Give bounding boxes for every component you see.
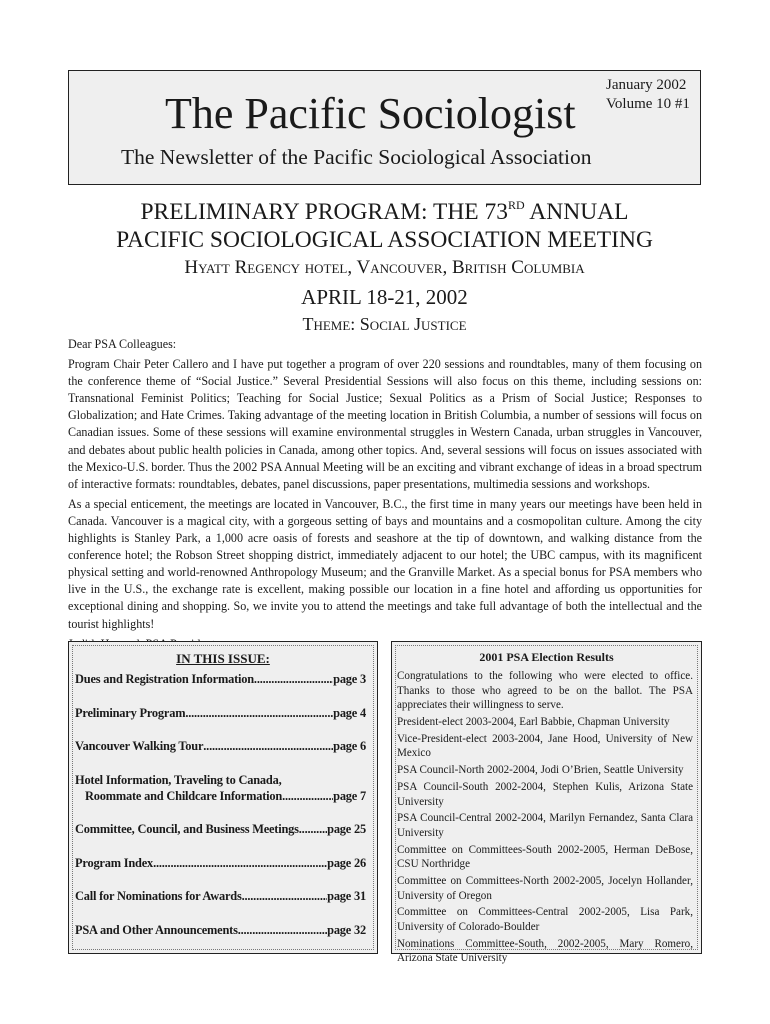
toc-page: page 32 (327, 922, 366, 937)
election-result: Committee on Committees-Central 2002-2005, Lisa Park, University of Colorado-Boulder (397, 906, 693, 933)
election-title: 2001 PSA Election Results (479, 650, 614, 664)
toc-item[interactable]: PSA and Other Announcements ..... page 32 (75, 922, 366, 938)
election-result: Nominations Committee-South, 2002-2005, Mary Romero, Arizona State University (397, 937, 693, 965)
headline-line-2: PACIFIC SOCIOLOGICAL ASSOCIATION MEETING (116, 227, 653, 253)
newsletter-subtitle: The Newsletter of the Pacific Sociological Association (121, 145, 592, 169)
election-body (397, 669, 693, 968)
toc-item[interactable]: Dues and Registration Information ..... page 3 (75, 671, 366, 687)
issue-volume: Volume 10 #1 (606, 96, 690, 112)
toc-item[interactable]: Preliminary Program ..... page 4 (75, 705, 366, 721)
toc-item-line-1[interactable]: Hotel Information, Traveling to Canada, (75, 772, 282, 787)
letter-paragraph-1: Program Chair Peter Callero and I have put together a program of over 220 sessions and roundtables, many of them focusing on the conference theme of “Social Justice.” Several Presidential Sessions will also focus on this theme, including sessions on: Transnational Feminist Politics; Teaching for Social Justice; Sexual Politics as a Prism of Social Justice; Responses to Globalization; and Hate Crimes. Taking advantage of the meeting location in British Columbia, a number of sessions will focus on Canadian issues. Some of these sessions will examine environmental struggles in Western Canada, urban struggles in Vancouver, and debates about public health policies in Canada, among other topics. And, several sessions will focus on issues associated with the Mexico-U.S. border. Thus the 2002 PSA Annual Meeting will be an exciting and vibrant exchange of ideas in a broad spectrum of interactive formats: roundtables, debates, panel discussions, paper presentations, multimedia sessions and workshops. (68, 357, 702, 491)
letter-salutation: Dear PSA Colleagues: (68, 337, 177, 351)
election-result: Vice-President-elect 2003-2004, Jane Hood, University of New Mexico (397, 732, 693, 760)
election-result: PSA Council-South 2002-2004, Stephen Kulis, Arizona State University (397, 780, 693, 808)
letter-paragraph-2: As a special enticement, the meetings are located in Vancouver, B.C., the first time in many years our meetings have been held in Canada. Vancouver is a magical city, with a gorgeous setting of bays and mountains and a cosmopolitan culture. Among the city highlights is Stanley Park, a 1,000 acre oasis of forests and seashore at the tip of downtown, and walking distance from the conference hotel; the Robson Street shopping district, immediately adjacent to our hotel; the UBC campus, with its magnificent physical setting and world-renowned Anthropology Museum; and the Granville Market. As a special bonus for PSA members who live in the U.S., the exchange rate is excellent, making possible our location in a fine hotel and affording us opportunities for exceptional dining and shopping. So, we invite you to attend the meetings and take full advantage of both the intellectual and the tourist highlights! (68, 496, 702, 631)
toc-page: page 26 (327, 855, 366, 870)
in-this-issue-box (68, 641, 378, 954)
election-result: Committee on Committees-South 2002-2005, Herman DeBose, CSU Northridge (397, 843, 693, 871)
toc-page: page 4 (333, 705, 366, 720)
toc-item[interactable]: Call for Nominations for Awards ..... page 31 (75, 888, 366, 904)
toc-list (75, 671, 366, 955)
newsletter-title: The Pacific Sociologist (165, 89, 576, 138)
headline-line-1: PRELIMINARY PROGRAM: THE 73RD ANNUAL (140, 198, 629, 225)
election-result: PSA Council-North 2002-2004, Jodi O’Brien, Seattle University (397, 764, 684, 777)
toc-page: page 7 (333, 788, 366, 803)
president-letter (68, 336, 702, 656)
toc-page: page 31 (327, 889, 366, 903)
meeting-dates: APRIL 18-21, 2002 (301, 285, 468, 309)
toc-item[interactable]: Program Index ..... page 26 (75, 855, 366, 871)
election-intro: Congratulations to the following who were elected to office. Thanks to those who agreed to be on the ballot. The PSA appreciates their willingness to serve. (397, 670, 693, 712)
issue-date: January 2002 (606, 77, 687, 93)
meeting-theme: Theme: Social Justice (302, 314, 467, 334)
toc-page: page 25 (327, 822, 366, 836)
masthead (68, 70, 701, 185)
toc-item[interactable]: Roommate and Childcare Information ..... page 7 (75, 788, 366, 804)
meeting-location: Hyatt Regency hotel, Vancouver, British Columbia (184, 257, 585, 278)
toc-title: IN THIS ISSUE: (176, 651, 270, 666)
election-results-box (391, 641, 702, 965)
toc-item[interactable]: Committee, Council, and Business Meetings ..... page 25 (75, 821, 366, 837)
toc-page: page 3 (333, 672, 366, 686)
election-result: Committee on Committees-North 2002-2005, Jocelyn Hollander, University of Oregon (397, 875, 693, 902)
election-result: PSA Council-Central 2002-2004, Marilyn Fernandez, Santa Clara University (397, 812, 693, 839)
election-result: President-elect 2003-2004, Earl Babbie, Chapman University (397, 715, 670, 728)
toc-page: page 6 (333, 739, 366, 753)
toc-item[interactable]: Vancouver Walking Tour ..... page 6 (75, 738, 366, 754)
